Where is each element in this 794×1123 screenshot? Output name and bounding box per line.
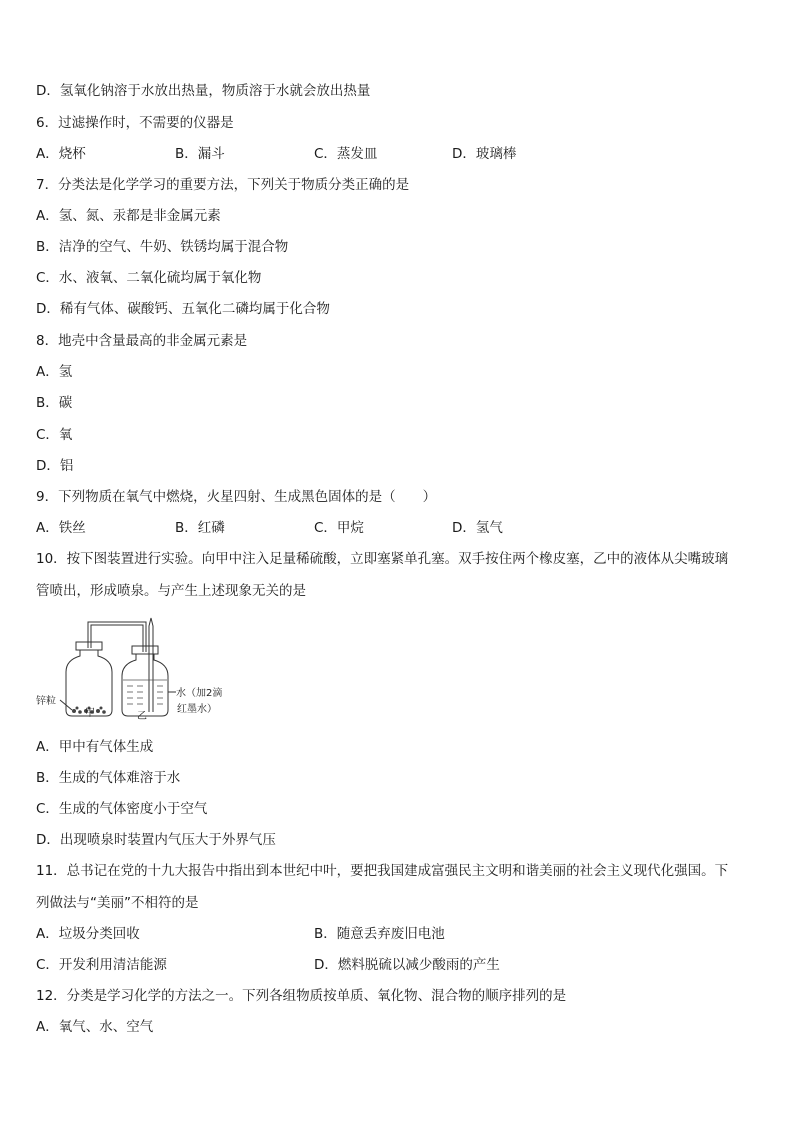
q7-option-b: B．洁净的空气、牛奶、铁锈均属于混合物 — [36, 239, 289, 255]
q12-option-a: A．氧气、水、空气 — [36, 1019, 154, 1035]
label-water-2: 红墨水） — [177, 704, 217, 715]
q10-apparatus-figure — [36, 612, 266, 722]
bottle-jia — [66, 650, 112, 716]
q7-stem: 7．分类法是化学学习的重要方法，下列关于物质分类正确的是 — [36, 177, 410, 193]
q7-option-d: D．稀有气体、碳酸钙、五氧化二磷均属于化合物 — [36, 301, 330, 317]
label-jia: 甲 — [85, 708, 95, 719]
q11-stem-line1: 11．总书记在党的十九大报告中指出到本世纪中叶，要把我国建成富强民主文明和谐美丽的社会主义现代化强国。下 — [36, 863, 729, 879]
water-in-yi — [123, 680, 167, 704]
q10-stem-line1: 10．按下图装置进行实验。向甲中注入足量稀硫酸，立即塞紧单孔塞。双手按住两个橡皮塞，乙中的液体从尖嘴玻璃 — [36, 551, 729, 567]
q9-option-b: B．红磷 — [175, 520, 225, 536]
bottle-jia-stopper — [76, 642, 102, 650]
q10-option-b: B．生成的气体难溶于水 — [36, 770, 181, 786]
q7-option-c: C．水、液氧、二氧化硫均属于氧化物 — [36, 270, 262, 286]
bottle-yi-stopper — [132, 646, 158, 654]
q9-option-c: C．甲烷 — [314, 520, 364, 536]
q11-option-a: A．垃圾分类回收 — [36, 926, 140, 942]
label-water-1: 水（加2滴 — [176, 688, 223, 699]
q6-option-a: A．烧杯 — [36, 146, 86, 162]
q8-option-a: A．氢 — [36, 364, 73, 380]
q6-option-d: D．玻璃棒 — [452, 146, 517, 162]
q6-stem: 6．过滤操作时，不需要的仪器是 — [36, 115, 234, 131]
q9-option-a: A．铁丝 — [36, 520, 86, 536]
q8-option-d: D．铝 — [36, 458, 74, 474]
q11-option-c: C．开发利用清洁能源 — [36, 957, 167, 973]
q9-option-d: D．氢气 — [452, 520, 503, 536]
q11-option-b: B．随意丢弃废旧电池 — [314, 926, 445, 942]
label-yi: 乙 — [137, 711, 147, 722]
q8-option-b: B．碳 — [36, 395, 73, 411]
q8-option-c: C．氧 — [36, 427, 73, 443]
q10-option-a: A．甲中有气体生成 — [36, 739, 154, 755]
q6-option-b: B．漏斗 — [175, 146, 225, 162]
q10-option-c: C．生成的气体密度小于空气 — [36, 801, 208, 817]
q5-option-d: D．氢氧化钠溶于水放出热量，物质溶于水就会放出热量 — [36, 83, 371, 99]
bottle-yi — [122, 654, 168, 716]
q11-stem-line2: 列做法与“美丽”不相符的是 — [36, 895, 199, 911]
q10-stem-line2: 管喷出，形成喷泉。与产生上述现象无关的是 — [36, 583, 306, 599]
connecting-tube — [88, 622, 146, 652]
q10-option-d: D．出现喷泉时装置内气压大于外界气压 — [36, 832, 276, 848]
q6-option-c: C．蒸发皿 — [314, 146, 378, 162]
nozzle-tube — [149, 618, 153, 712]
q11-option-d: D．燃料脱硫以减少酸雨的产生 — [314, 957, 500, 973]
label-zinc: 锌粒 — [36, 696, 56, 707]
q12-stem: 12．分类是学习化学的方法之一。下列各组物质按单质、氧化物、混合物的顺序排列的是 — [36, 988, 567, 1004]
q7-option-a: A．氢、氮、汞都是非金属元素 — [36, 208, 221, 224]
q9-stem: 9．下列物质在氧气中燃烧，火星四射、生成黑色固体的是（ ） — [36, 489, 437, 505]
q8-stem: 8．地壳中含量最高的非金属元素是 — [36, 333, 248, 349]
